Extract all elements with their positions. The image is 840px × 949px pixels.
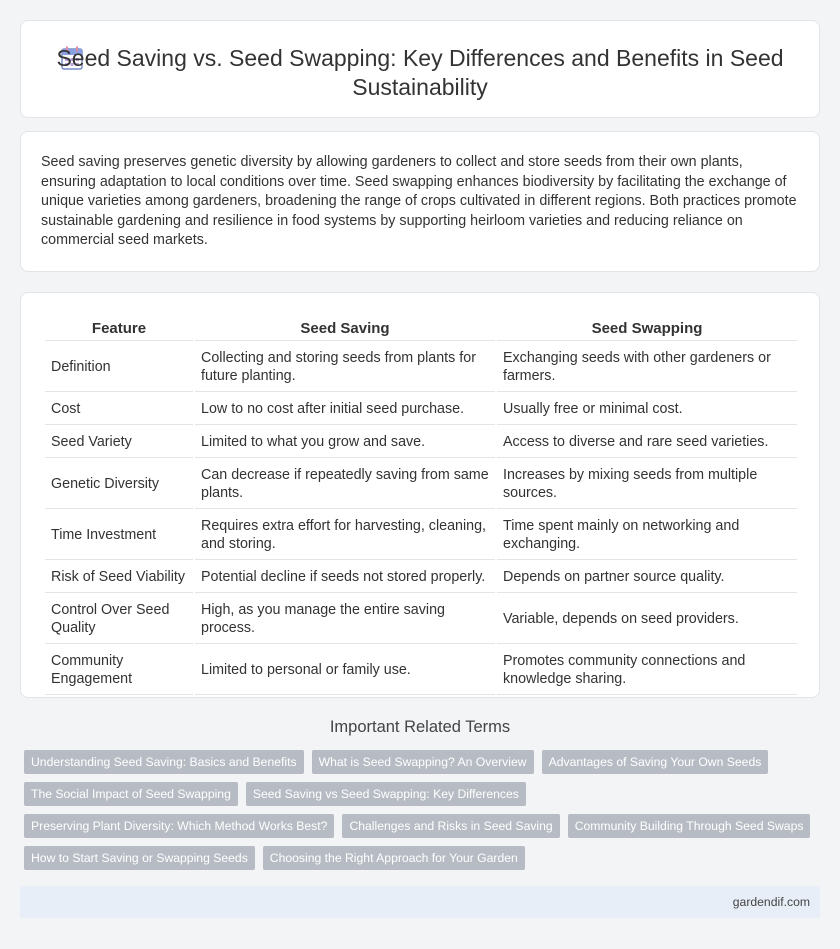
related-term-link[interactable]: Choosing the Right Approach for Your Garden xyxy=(263,846,525,870)
row-seed-swapping: Variable, depends on seed providers. xyxy=(497,595,797,644)
related-term-link[interactable]: How to Start Saving or Swapping Seeds xyxy=(24,846,255,870)
intro-paragraph: Seed saving preserves genetic diversity by allowing gardeners to collect and store seeds from their own plants, ensuring adaptation to local conditions over time. Seed swapping enhances biodiversity by facilitating the exchange of unique varieties among gardeners, broadening the range of crops cultivated in different regions. Both practices promote sustainable gardening and resilience in food systems by supporting heirloom varieties and reducing reliance on commercial seed markets. xyxy=(41,154,797,249)
table-row xyxy=(45,460,797,509)
row-seed-swapping: Increases by mixing seeds from multiple sources. xyxy=(497,460,797,509)
row-feature: Genetic Diversity xyxy=(45,460,193,509)
row-feature: Cost xyxy=(45,394,193,425)
related-terms-list xyxy=(24,750,824,878)
header-seed-saving: Seed Saving xyxy=(195,316,495,341)
row-seed-swapping: Access to diverse and rare seed varieties. xyxy=(497,427,797,458)
row-feature: Control Over Seed Quality xyxy=(45,595,193,644)
header-seed-swapping: Seed Swapping xyxy=(497,316,797,341)
related-term-link[interactable]: Understanding Seed Saving: Basics and Benefits xyxy=(24,750,304,774)
row-seed-saving: Limited to personal or family use. xyxy=(195,646,495,695)
row-seed-saving: Potential decline if seeds not stored properly. xyxy=(195,562,495,593)
table-row xyxy=(45,511,797,560)
table-row xyxy=(45,595,797,644)
row-seed-swapping: Time spent mainly on networking and exchanging. xyxy=(497,511,797,560)
row-seed-swapping: Depends on partner source quality. xyxy=(497,562,797,593)
table-row xyxy=(45,562,797,593)
row-feature: Risk of Seed Viability xyxy=(45,562,193,593)
related-term-link[interactable]: What is Seed Swapping? An Overview xyxy=(312,750,534,774)
row-seed-saving: Requires extra effort for harvesting, cleaning, and storing. xyxy=(195,511,495,560)
tag-row xyxy=(24,846,824,870)
row-seed-saving: Can decrease if repeatedly saving from same plants. xyxy=(195,460,495,509)
related-term-link[interactable]: Preserving Plant Diversity: Which Method Works Best? xyxy=(24,814,334,838)
row-seed-saving: Limited to what you grow and save. xyxy=(195,427,495,458)
row-seed-saving: High, as you manage the entire saving process. xyxy=(195,595,495,644)
related-terms-title: Important Related Terms xyxy=(329,718,511,736)
tag-row xyxy=(24,782,824,806)
row-seed-swapping: Promotes community connections and knowledge sharing. xyxy=(497,646,797,695)
table-row xyxy=(45,343,797,392)
related-term-link[interactable]: Seed Saving vs Seed Swapping: Key Differences xyxy=(246,782,526,806)
row-seed-saving: Low to no cost after initial seed purchase. xyxy=(195,394,495,425)
row-feature: Time Investment xyxy=(45,511,193,560)
related-term-link[interactable]: Community Building Through Seed Swaps xyxy=(568,814,811,838)
comparison-card xyxy=(20,292,820,698)
page-title: Seed Saving vs. Seed Swapping: Key Differences and Benefits in Seed Sustainability xyxy=(56,45,784,100)
table-row xyxy=(45,427,797,458)
row-feature: Seed Variety xyxy=(45,427,193,458)
related-term-link[interactable]: Challenges and Risks in Seed Saving xyxy=(342,814,559,838)
table-header-row xyxy=(45,316,797,341)
tag-row xyxy=(24,750,824,774)
related-term-link[interactable]: The Social Impact of Seed Swapping xyxy=(24,782,238,806)
footer-site-link[interactable]: gardendif.com xyxy=(732,895,810,909)
footer xyxy=(20,886,820,918)
row-feature: Definition xyxy=(45,343,193,392)
row-seed-saving: Collecting and storing seeds from plants for future planting. xyxy=(195,343,495,392)
title-card xyxy=(20,20,820,118)
table-row xyxy=(45,646,797,695)
comparison-table xyxy=(43,314,799,697)
row-feature: Community Engagement xyxy=(45,646,193,695)
header-feature: Feature xyxy=(45,316,193,341)
row-seed-swapping: Exchanging seeds with other gardeners or farmers. xyxy=(497,343,797,392)
tag-row xyxy=(24,814,824,838)
intro-card xyxy=(20,131,820,272)
row-seed-swapping: Usually free or minimal cost. xyxy=(497,394,797,425)
related-term-link[interactable]: Advantages of Saving Your Own Seeds xyxy=(542,750,769,774)
table-row xyxy=(45,394,797,425)
